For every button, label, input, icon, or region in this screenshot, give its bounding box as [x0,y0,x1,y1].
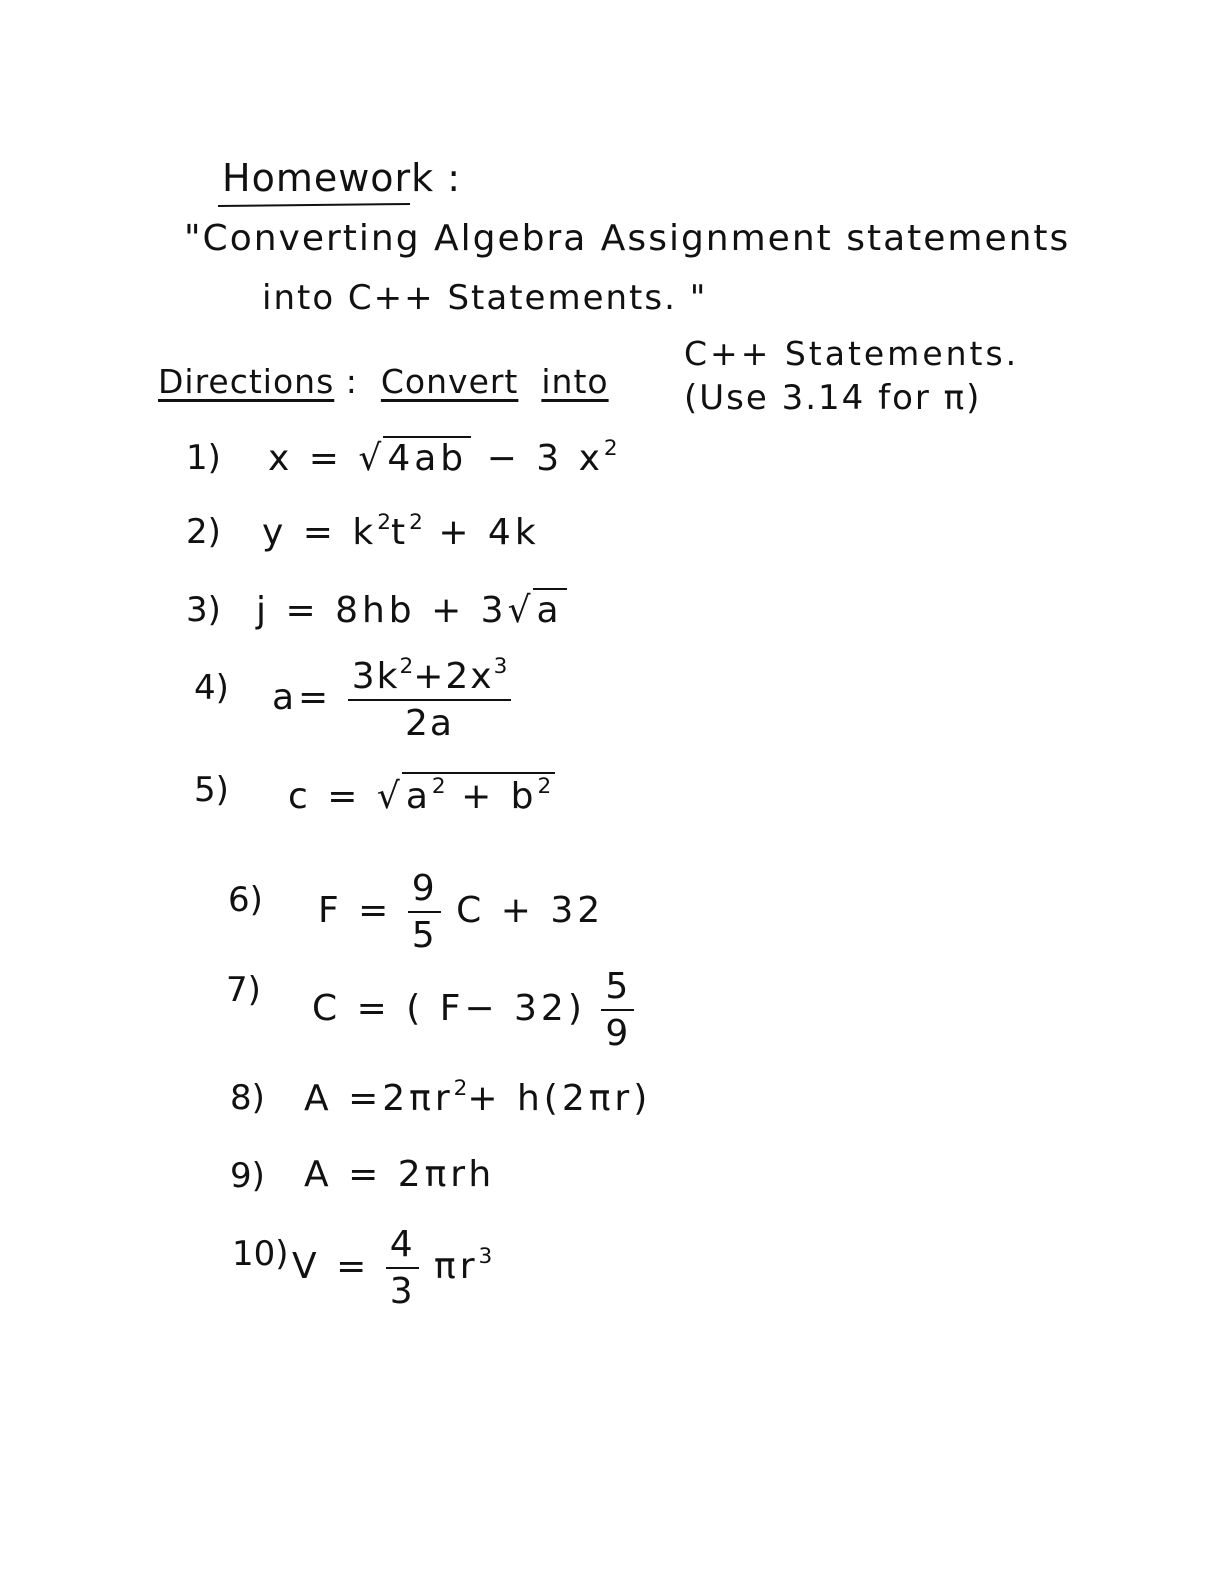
sqrt-symbol: √ [358,438,386,479]
problem-8-equation [304,1076,651,1119]
page-title: Homework : [222,156,462,200]
problem-6-lhs: F = [318,890,393,931]
problem-9-equation [304,1154,495,1195]
problem-10-numerator: 4 [386,1224,419,1269]
problem-6-denominator: 5 [411,915,437,956]
problem-5-r1: a [405,776,432,817]
problem-10-fraction [386,1224,419,1312]
subtitle-line-1: "Converting Algebra Assignment statements [184,218,1071,259]
problem-7-equation [312,966,634,1054]
sqrt-symbol: √ [507,590,535,631]
problem-2-number: 2) [186,512,221,552]
problem-6-fraction [408,868,441,956]
problem-3-equation [256,588,567,631]
problem-4-num-a: 3k [351,656,400,697]
problem-8-term-a-exp: 2 [453,1076,468,1101]
problem-9-lhs: A = [304,1154,383,1195]
problem-8-number: 8) [230,1078,265,1118]
problem-5-r2-exp: 2 [537,774,552,799]
problem-1-number: 1) [186,438,221,478]
sqrt-symbol: √ [376,776,404,817]
directions-cpp-statements: C++ Statements. [684,334,1020,373]
problem-4-number: 4) [194,668,229,708]
problem-2-term-b-exp: 2 [409,510,423,535]
problem-5-r2: + b [445,776,538,817]
problem-2-term-b: t [390,512,410,553]
problem-4-num-a-exp: 2 [399,654,414,679]
problem-2-term-a-exp: 2 [377,510,391,535]
directions-convert: Convert [380,362,519,401]
directions-colon: : [345,362,358,401]
problem-7-fraction [601,966,634,1054]
problem-7-denominator: 9 [605,1013,631,1054]
problem-1-rest: − 3 x [486,438,604,479]
problem-3-mid: 8hb + 3 [335,590,508,631]
problem-7-numerator: 5 [601,966,634,1011]
directions-label: Directions [158,362,335,401]
directions-into: into [541,362,609,401]
problem-7-mid: ( F− 32) [406,988,586,1029]
problem-5-number: 5) [194,770,229,810]
problem-7-lhs: C = [312,988,391,1029]
problem-10-exp: 3 [478,1244,493,1269]
problem-3-lhs: j = [256,590,320,631]
problem-4-denominator: 2a [405,703,454,744]
problem-6-number: 6) [228,880,263,920]
subtitle-line-2: into C++ Statements. " [262,278,708,318]
problem-4-num-b-exp: 3 [493,654,508,679]
problem-8-rest: + h(2πr) [467,1078,652,1119]
problem-2-equation [262,510,540,553]
problem-1-exp: 2 [603,436,618,461]
problem-9-rest: 2πrh [397,1154,496,1195]
problem-8-lhs: A = [304,1078,383,1119]
problem-2-rest: + 4k [438,512,540,553]
problem-10-equation [292,1224,492,1312]
problem-6-numerator: 9 [408,868,441,913]
problem-4-numerator [348,654,512,701]
problem-2-lhs: y = [262,512,337,553]
problem-4-lhs: a= [272,677,333,718]
problem-10-lhs: V = [292,1246,371,1287]
directions-line [158,362,609,401]
problem-10-rest: πr [434,1246,479,1287]
problem-5-lhs: c = [288,776,362,817]
problem-5-r1-exp: 2 [431,774,446,799]
problem-6-rest: C + 32 [456,890,605,931]
problem-1-lhs: x = [268,438,343,479]
title-underline [218,203,410,207]
problem-1-radicand: 4ab [383,436,471,479]
problem-8-term-a: 2πr [382,1078,454,1119]
problem-2-term-a: k [352,512,378,553]
problem-7-number: 7) [226,970,261,1010]
directions-note: (Use 3.14 for π) [684,378,982,418]
problem-4-fraction [348,654,512,744]
problem-4-num-b: +2x [413,656,494,697]
problem-5-equation [288,772,555,817]
problem-1-equation [268,436,618,479]
problem-4-equation [272,654,511,744]
problem-3-radicand: a [533,588,567,631]
problem-9-number: 9) [230,1156,265,1196]
problem-10-number: 10) [232,1234,289,1274]
problem-5-radicand [402,772,555,817]
problem-3-number: 3) [186,590,221,630]
problem-6-equation [318,868,604,956]
problem-10-denominator: 3 [389,1271,415,1312]
